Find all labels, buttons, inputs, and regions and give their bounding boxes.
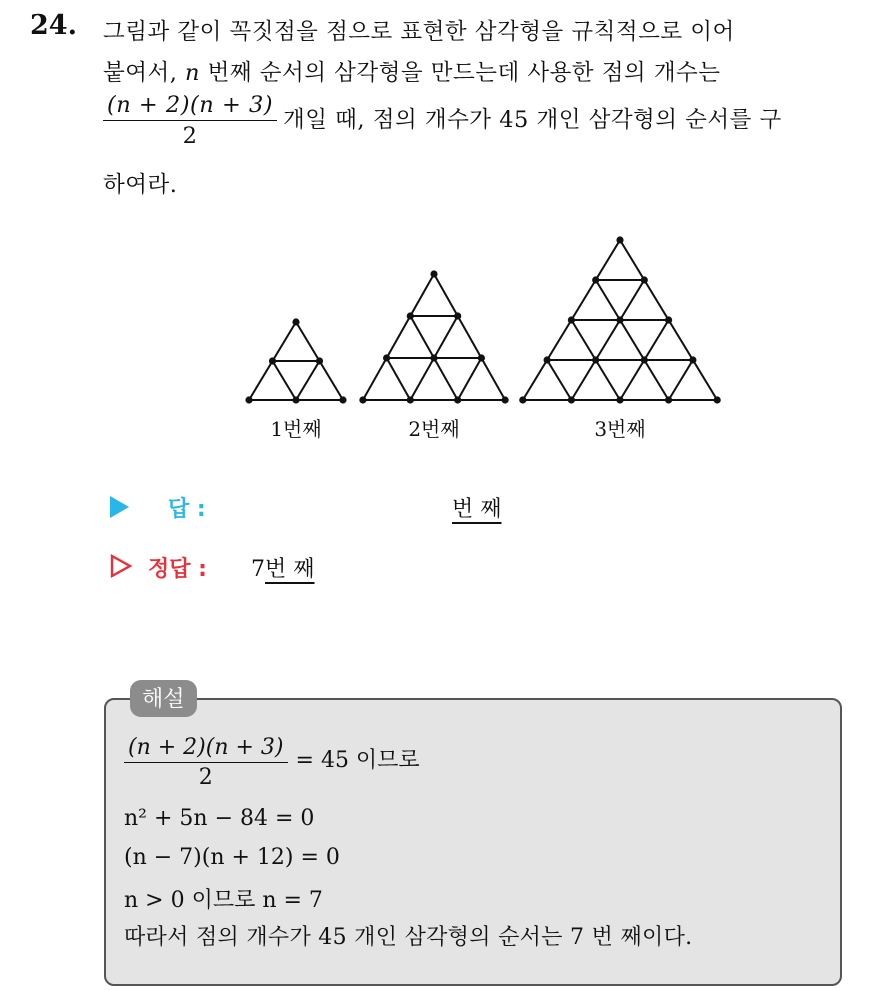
outline-play-icon	[110, 554, 132, 578]
triangle-1-vertex-dot	[269, 357, 276, 364]
solution-line-2: n² + 5n − 84 = 0	[124, 806, 315, 831]
triangle-1-vertex-dot	[316, 357, 323, 364]
triangle-3-left-edge	[669, 360, 693, 400]
triangle-3-right-edge	[547, 360, 571, 400]
triangle-3-vertex-dot	[592, 356, 599, 363]
triangle-3-left-edge	[571, 280, 644, 400]
triangle-3-right-edge	[596, 280, 669, 400]
solution-line-5: 따라서 점의 개수가 45 개인 삼각형의 순서는 7 번 째이다.	[124, 925, 693, 950]
triangle-figure	[0, 0, 884, 470]
triangle-2-vertex-dot	[430, 354, 437, 361]
figure-label-2: 2번째	[408, 417, 460, 441]
question-fraction-denominator: 2	[182, 123, 198, 149]
triangle-3-vertex-dot	[665, 316, 672, 323]
solution-tag: 해설	[130, 680, 197, 717]
triangle-2-vertex-dot	[454, 312, 461, 319]
triangle-2-vertex-dot	[454, 396, 461, 403]
triangle-3-vertex-dot	[616, 316, 623, 323]
triangle-2-vertex-dot	[478, 354, 485, 361]
triangle-2-vertex-dot	[359, 396, 366, 403]
triangle-2-vertex-dot	[430, 270, 437, 277]
question-line-3-post: 개일 때, 점의 개수가 45 개인 삼각형의 순서를 구	[283, 106, 782, 133]
triangle-3-vertex-dot	[568, 396, 575, 403]
triangle-2-left-edge	[363, 274, 434, 400]
triangle-3-vertex-dot	[616, 236, 623, 243]
triangle-3-vertex-dot	[519, 396, 526, 403]
triangle-3-vertex-dot	[544, 356, 551, 363]
triangle-3-vertex-dot	[568, 316, 575, 323]
triangle-3-vertex-dot	[641, 356, 648, 363]
triangle-1-vertex-dot	[292, 318, 299, 325]
triangle-3-vertex-dot	[665, 396, 672, 403]
solution-line-4: n > 0 이므로 n = 7	[124, 888, 323, 913]
correct-answer-value	[251, 552, 315, 583]
triangle-1-vertex-dot	[339, 396, 346, 403]
answer-label: 답 :	[168, 497, 206, 522]
question-line-1: 그림과 같이 꼭짓점을 점으로 표현한 삼각형을 규칙적으로 이어	[103, 19, 735, 45]
variable-n: n	[185, 60, 201, 86]
question-line-2-pre: 붙여서,	[103, 60, 178, 86]
triangle-1-vertex-dot	[292, 396, 299, 403]
question-line-2-post: 번째 순서의 삼각형을 만드는데 사용한 점의 개수는	[207, 60, 721, 86]
solution-fraction-numerator: (n + 2)(n + 3)	[124, 735, 288, 763]
triangle-2-left-edge	[458, 358, 482, 400]
correct-answer-label: 정답 :	[148, 557, 207, 582]
triangle-1-left-edge	[296, 361, 320, 400]
triangle-3-vertex-dot	[592, 276, 599, 283]
solution-line-3: (n − 7)(n + 12) = 0	[124, 845, 340, 870]
triangle-2-vertex-dot	[407, 312, 414, 319]
correct-answer-unit: 번 째	[265, 557, 315, 582]
correct-answer-row	[110, 548, 610, 588]
triangle-3-vertex-dot	[714, 396, 721, 403]
solution-line-1-post: = 45 이므로	[295, 747, 420, 773]
play-icon	[110, 496, 129, 518]
triangle-1-right-edge	[273, 361, 297, 400]
question-fraction-numerator: (n + 2)(n + 3)	[103, 92, 277, 121]
triangle-1-vertex-dot	[245, 396, 252, 403]
triangle-3-vertex-dot	[689, 356, 696, 363]
figure-label-3: 3번째	[594, 417, 646, 441]
triangle-2-right-edge	[434, 274, 505, 400]
triangle-2-vertex-dot	[383, 354, 390, 361]
triangle-2-right-edge	[387, 358, 411, 400]
answer-row	[110, 488, 610, 528]
triangle-2-vertex-dot	[407, 396, 414, 403]
answer-blank-unit[interactable]: 번 째	[452, 497, 502, 522]
triangle-3-vertex-dot	[616, 396, 623, 403]
solution-line-1	[124, 735, 420, 790]
solution-fraction	[124, 735, 288, 790]
figure-label-1: 1번째	[270, 417, 322, 441]
correct-answer-number: 7	[251, 557, 265, 582]
triangle-2-vertex-dot	[502, 396, 509, 403]
question-number: 24.	[30, 10, 77, 41]
triangle-3-vertex-dot	[641, 276, 648, 283]
solution-fraction-denominator: 2	[198, 765, 213, 790]
question-line-4: 하여라.	[103, 172, 178, 198]
